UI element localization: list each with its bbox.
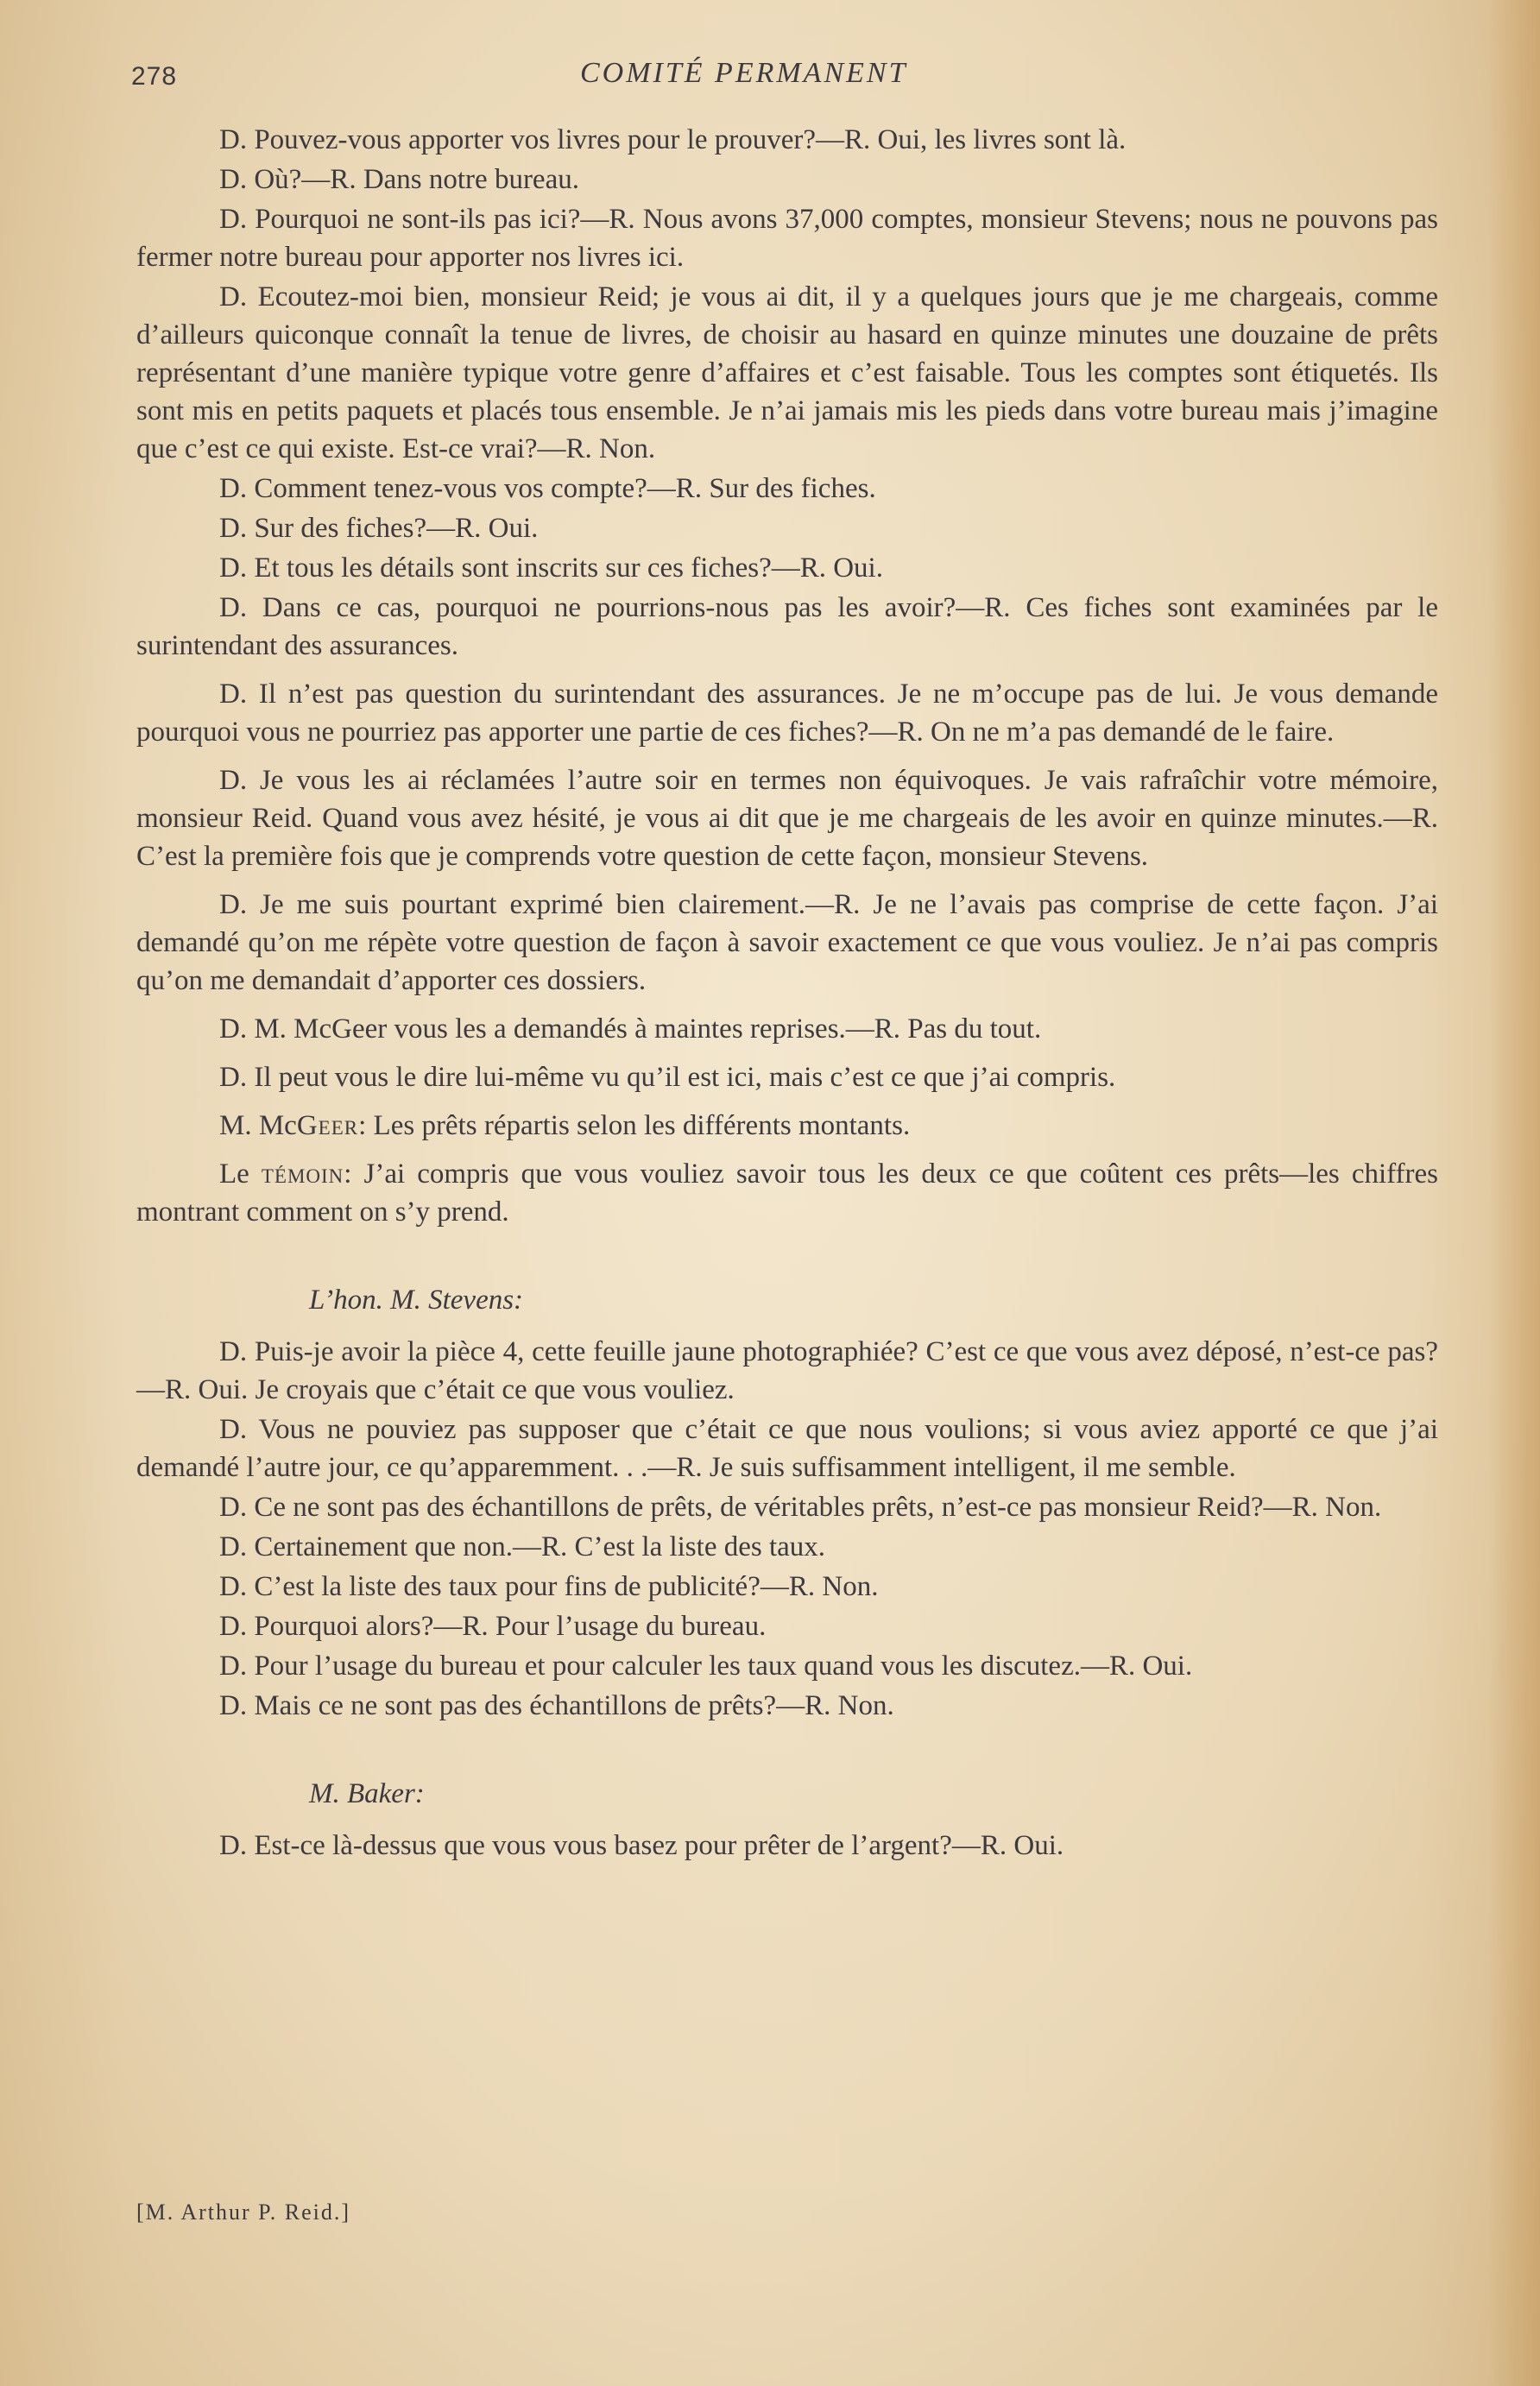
witness-statement xyxy=(136,1155,1438,1231)
paragraph: D. Il peut vous le dire lui-même vu qu’il est ici, mais c’est ce que j’ai compris. xyxy=(219,1062,1116,1093)
speaker-heading-baker: M. Baker: xyxy=(309,1778,425,1809)
paragraph: D. Et tous les détails sont inscrits sur ces fiches?—R. Oui. xyxy=(219,552,883,584)
statement-text: : J’ai compris que vous vouliez savoir tous les deux ce que coûtent ces prêts—les chiffres montrant comment on s’y prend. xyxy=(136,1158,1438,1228)
running-header xyxy=(131,57,1438,100)
paragraph: D. Puis-je avoir la pièce 4, cette feuille jaune photographiée? C’est ce que vous avez déposé, n’est-ce pas?—R. Oui. Je croyais que c’était ce que vous vouliez. xyxy=(136,1336,1438,1405)
paragraph: D. Je vous les ai réclamées l’autre soir en termes non équivoques. Je vais rafraîchir votre mémoire, monsieur Reid. Quand vous avez hésité, je vous ai dit que je me chargeais de les avoir en quinze minutes.—R. C’est la première fois que je comprends votre question de cette façon, monsieur Stevens. xyxy=(136,765,1438,872)
transcript-body xyxy=(136,121,1438,1866)
paragraph: D. Comment tenez-vous vos compte?—R. Sur des fiches. xyxy=(219,473,876,504)
paragraph: D. Sur des fiches?—R. Oui. xyxy=(219,513,539,544)
paragraph: D. Je me suis pourtant exprimé bien clairement.—R. Je ne l’avais pas comprise de cette façon. J’ai demandé qu’on me répète votre question de façon à savoir exactement ce que vous vouliez. Je n’ai pas compris qu’on me demandait d’apporter ces dossiers. xyxy=(136,889,1438,996)
paragraph: D. Pourquoi alors?—R. Pour l’usage du bureau. xyxy=(219,1611,767,1642)
paragraph: D. Il n’est pas question du surintendant des assurances. Je ne m’occupe pas de lui. Je vous demande pourquoi vous ne pourriez pas apporter une partie de ces fiches?—R. On ne m’a pas demandé de le faire. xyxy=(136,679,1438,748)
speaker-name: témoin xyxy=(261,1158,344,1190)
paragraph: D. Où?—R. Dans notre bureau. xyxy=(219,164,579,195)
paragraph: D. Est-ce là-dessus que vous vous basez pour prêter de l’argent?—R. Oui. xyxy=(219,1830,1064,1861)
paragraph: D. Certainement que non.—R. C’est la liste des taux. xyxy=(219,1531,826,1562)
speaker-prefix: Le xyxy=(219,1158,262,1190)
paragraph: D. C’est la liste des taux pour fins de publicité?—R. Non. xyxy=(219,1571,879,1602)
paragraph: D. Pour l’usage du bureau et pour calculer les taux quand vous les discutez.—R. Oui. xyxy=(219,1651,1193,1682)
paragraph: D. Pouvez-vous apporter vos livres pour le prouver?—R. Oui, les livres sont là. xyxy=(219,124,1127,155)
speaker-prefix: M. Mc xyxy=(219,1110,297,1141)
paragraph: D. Mais ce ne sont pas des échantillons de prêts?—R. Non. xyxy=(219,1690,894,1721)
paragraph: D. Dans ce cas, pourquoi ne pourrions-nous pas les avoir?—R. Ces fiches sont examinées par le surintendant des assurances. xyxy=(136,592,1438,661)
running-title: COMITÉ PERMANENT xyxy=(580,57,908,89)
statement-text: : Les prêts répartis selon les différents montants. xyxy=(358,1110,911,1141)
page-edge-shadow xyxy=(1488,0,1540,2386)
paragraph: D. Ecoutez-moi bien, monsieur Reid; je vous ai dit, il y a quelques jours que je me chargeais, comme d’ailleurs quiconque connaît la tenue de livres, de choisir au hasard en quinze minutes une douzaine de prêts représentant d’une manière typique votre genre d’affaires et c’est faisable. Tous les comptes sont étiquetés. Ils sont mis en petits paquets et placés tous ensemble. Je n’ai jamais mis les pieds dans votre bureau mais j’imagine que c’est ce qui existe. Est-ce vrai?—R. Non. xyxy=(136,281,1438,464)
paragraph: D. Pourquoi ne sont-ils pas ici?—R. Nous avons 37,000 comptes, monsieur Stevens; nous ne pouvons pas fermer notre bureau pour apporter nos livres ici. xyxy=(136,204,1438,273)
page-number: 278 xyxy=(131,62,178,91)
mcgeer-statement xyxy=(136,1107,1438,1145)
speaker-heading-stevens: L’hon. M. Stevens: xyxy=(309,1285,524,1316)
paragraph: D. Ce ne sont pas des échantillons de prêts, de véritables prêts, n’est-ce pas monsieur Reid?—R. Non. xyxy=(219,1492,1382,1523)
witness-footer: [M. Arthur P. Reid.] xyxy=(136,2200,350,2225)
speaker-name: Geer xyxy=(296,1110,359,1141)
paragraph: D. M. McGeer vous les a demandés à maintes reprises.—R. Pas du tout. xyxy=(219,1013,1042,1045)
paragraph: D. Vous ne pouviez pas supposer que c’était ce que nous voulions; si vous aviez apporté ce que j’ai demandé l’autre jour, ce qu’apparemment. . .—R. Je suis suffisamment intelligent, il me semble. xyxy=(136,1414,1438,1483)
